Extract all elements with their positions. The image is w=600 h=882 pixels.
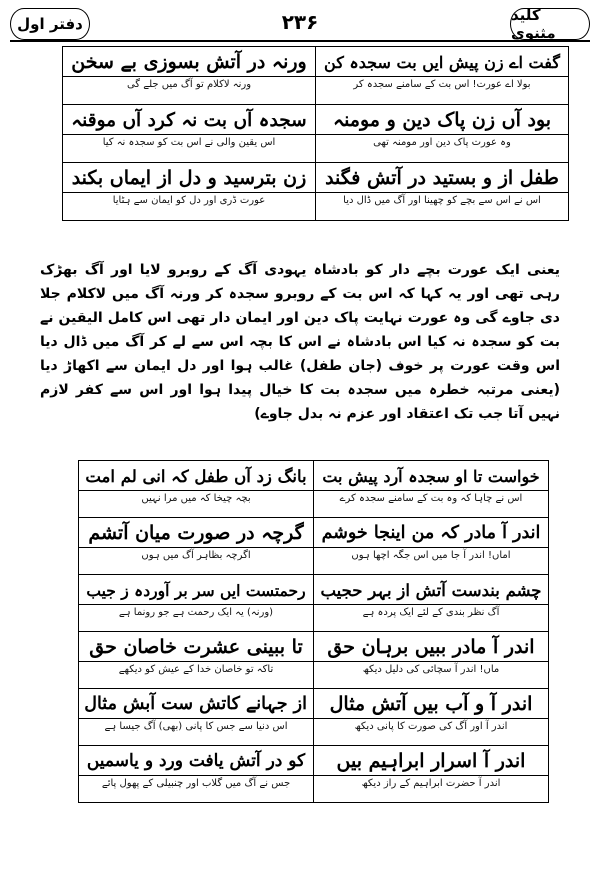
verse-cell: [314, 746, 549, 803]
table-row: [79, 518, 549, 575]
verse-translation: ماں! اندر آ سچائی کی دلیل دیکھ: [314, 661, 548, 676]
verse-cell: [314, 518, 549, 575]
verse-text: کو در آتش یافت ورد و یاسمیں: [86, 751, 306, 771]
table-row: [63, 47, 569, 105]
volume-label: دفتر اول: [17, 15, 83, 33]
verse-cell: [314, 632, 549, 689]
header-rule: [10, 40, 590, 42]
book-title-box: [510, 8, 590, 40]
verse-translation: اندر آ حضرت ابراہیم کے راز دیکھ: [314, 775, 548, 790]
book-title: کلید مثنوی: [511, 6, 556, 42]
verse-text: زن بترسید و دل از ایماں بکند: [71, 167, 307, 189]
table-row: [79, 461, 549, 518]
verse-text: از جہانے کاتش ست آبش مثال: [84, 694, 307, 714]
verse-cell: [79, 518, 314, 575]
verse-text: سجدہ آں بت نہ کرد آں موقنہ: [71, 110, 307, 131]
table-row: [79, 575, 549, 632]
verse-translation: بولا اے عورت! اس بت کے سامنے سجدہ کر: [316, 76, 568, 91]
table-row: [79, 632, 549, 689]
verse-translation: وہ عورت پاک دین اور مومنہ تھی: [316, 134, 568, 149]
verse-text: اندر آ و آب بیں آتش مثال: [329, 693, 533, 715]
verse-translation: ورنہ لاکلام تو آگ میں جلے گی: [63, 76, 315, 91]
verse-text: گرچہ در صورت میان آتشم: [88, 522, 304, 544]
verse-cell: [314, 575, 549, 632]
verse-cell: [79, 746, 314, 803]
verse-cell: [79, 689, 314, 746]
verse-cell: [79, 461, 314, 518]
verse-translation: بچہ چیخا کہ میں مرا نہیں: [79, 490, 313, 505]
verse-cell: [79, 632, 314, 689]
verse-cell: [316, 47, 569, 105]
page-number: ۲۳۶: [281, 10, 319, 34]
verse-translation: اماں! اندر آ جا میں اس جگہ اچھا ہوں: [314, 547, 548, 562]
verse-cell: [314, 461, 549, 518]
verse-translation: اس نے اس سے بچے کو چھینا اور آگ میں ڈال دیا: [316, 192, 568, 207]
commentary-block: [40, 258, 560, 426]
verse-text: بود آں زن پاک دین و مومنہ: [332, 109, 552, 131]
verse-translation: عورت ڈری اور دل کو ایمان سے ہٹایا: [63, 192, 315, 207]
verse-text: اندر آ مادر کہ من اینجا خوشم: [321, 523, 541, 543]
verse-translation: اس دنیا سے جس کا پانی (بھی) آگ جیسا ہے: [79, 718, 313, 733]
verse-cell: [63, 163, 316, 221]
verse-text: تا ببینی عشرت خاصان حق: [89, 636, 303, 658]
volume-box: [10, 8, 90, 40]
verse-text: گفت اے زن پیش ایں بت سجدہ کن: [324, 53, 560, 72]
verse-table-2: [78, 460, 549, 803]
verse-cell: [316, 163, 569, 221]
table-row: [79, 689, 549, 746]
verse-text: خواست تا او سجدہ آرد پیش بت: [322, 467, 540, 486]
commentary-text: یعنی ایک عورت بچے دار کو بادشاہ یہودی آگ کے روبرو لایا اور آگ بھڑک رہی تھی اور یہ کہا کہ اس بت کے روبرو سجدہ کر ورنہ آگ میں لاکلام جلا دی جاوے گی وہ عورت نہایت پاک دین اور ایمان دار تھی اس کامل الیقین نے بت کو سجدہ نہ کیا اس بادشاہ نے اس کا بچہ اس سے لے کر آگ میں ڈال دیا اس وقت عورت پر خوف (جان طفل) غالب ہوا اور دل ایمان سے اکھاڑ دیا (یعنی مرتبہ خطرہ میں سجدہ بت کا خیال پیدا ہوا اور اس سے کفر لازم نہیں آتا جب تک اعتقاد اور عزم نہ بدل جاوے): [40, 262, 560, 422]
verse-translation: تاکہ تو خاصان خدا کے عیش کو دیکھے: [79, 661, 313, 676]
verse-text: اندر آ اسرار ابراہیم بیں: [336, 750, 526, 772]
table-row: [63, 163, 569, 221]
verse-translation: (ورنہ) یہ ایک رحمت ہے جو رونما ہے: [79, 604, 313, 619]
verse-cell: [316, 105, 569, 163]
verse-text: رحمتست ایں سر بر آوردہ ز جیب: [86, 581, 306, 600]
verse-translation: اس یقین والی نے اس بت کو سجدہ نہ کیا: [63, 134, 315, 149]
verse-translation: آگ نظر بندی کے لئے ایک پردہ ہے: [314, 604, 548, 619]
verse-cell: [63, 105, 316, 163]
verse-translation: اگرچہ بظاہر آگ میں ہوں: [79, 547, 313, 562]
table-row: [63, 105, 569, 163]
verse-text: طفل از و بستید در آتش فگند: [325, 167, 559, 189]
verse-text: اندر آ مادر ببیں برہان حق: [327, 636, 535, 658]
verse-cell: [314, 689, 549, 746]
verse-text: چشم بندست آتش از بہر حجیب: [320, 581, 542, 600]
verse-cell: [63, 47, 316, 105]
page-header: [10, 8, 590, 42]
verse-text: ورنہ در آتش بسوزی بے سخن: [71, 51, 307, 73]
verse-text: بانگ زد آں طفل کہ انی لم امت: [85, 467, 307, 486]
verse-translation: اس نے چاہا کہ وہ بت کے سامنے سجدہ کرے: [314, 490, 548, 505]
verse-cell: [79, 575, 314, 632]
verse-translation: اندر آ اور آگ کی صورت کا پانی دیکھ: [314, 718, 548, 733]
verse-table-1: [62, 46, 569, 221]
table-row: [79, 746, 549, 803]
verse-translation: جس نے آگ میں گلاب اور چنبیلی کے پھول پائے: [79, 775, 313, 790]
